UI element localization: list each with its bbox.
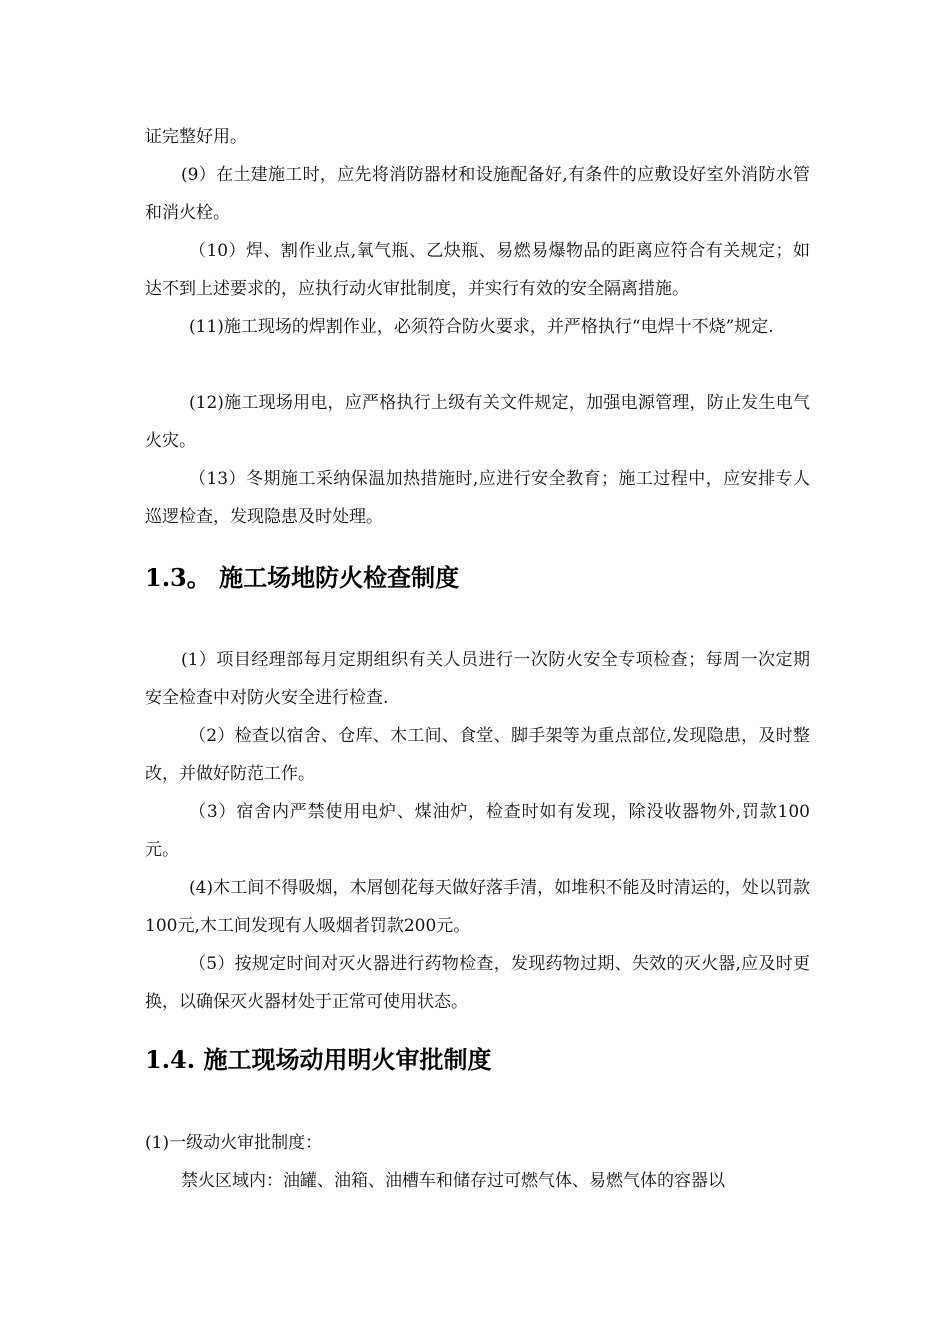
paragraph-check-2: （2）检查以宿舍、仓库、木工间、食堂、脚手架等为重点部位,发现隐患，及时整改，并做好防范工作。	[145, 726, 810, 784]
paragraph-item-11: (11)施工现场的焊割作业，必须符合防火要求，并严格执行“电焊十不烧”规定.	[189, 317, 774, 337]
paragraph-check-5: （5）按规定时间对灭火器进行药物检查，发现药物过期、失效的灭火器,应及时更换，以确保灭火器材处于正常可使用状态。	[145, 954, 810, 1012]
paragraph-check-1: (1）项目经理部每月定期组织有关人员进行一次防火安全专项检查；每周一次定期安全检查中对防火安全进行检查.	[145, 650, 810, 708]
section-heading-1-4: 1.4. 施工现场动用明火审批制度	[145, 1045, 492, 1074]
paragraph-check-3: （3）宿舍内严禁使用电炉、煤油炉，检查时如有发现，除没收器物外,罚款100元。	[145, 802, 810, 860]
paragraph-item-13: （13）冬期施工采纳保温加热措施时,应进行安全教育；施工过程中，应安排专人巡逻检查，发现隐患及时处理。	[145, 469, 810, 527]
paragraph-continuation: 证完整好用。	[145, 127, 247, 147]
paragraph-check-4: (4)木工间不得吸烟，木屑刨花每天做好落手清，如堆积不能及时清运的，处以罚款100元,木工间发现有人吸烟者罚款200元。	[145, 878, 810, 936]
paragraph-approval-text: 禁火区域内：油罐、油箱、油槽车和储存过可燃气体、易燃气体的容器以	[181, 1171, 725, 1191]
paragraph-item-10: （10）焊、割作业点,氧气瓶、乙炔瓶、易燃易爆物品的距离应符合有关规定；如达不到上述要求的，应执行动火审批制度，并实行有效的安全隔离措施。	[145, 241, 810, 299]
section-heading-1-3: 1.3。 施工场地防火检查制度	[145, 563, 460, 592]
paragraph-item-9: (9）在土建施工时，应先将消防器材和设施配备好,有条件的应敷设好室外消防水管和消火栓。	[145, 165, 810, 223]
paragraph-approval-1: (1)一级动火审批制度：	[145, 1133, 323, 1153]
paragraph-item-12: (12)施工现场用电，应严格执行上级有关文件规定，加强电源管理，防止发生电气火灾。	[145, 393, 810, 451]
